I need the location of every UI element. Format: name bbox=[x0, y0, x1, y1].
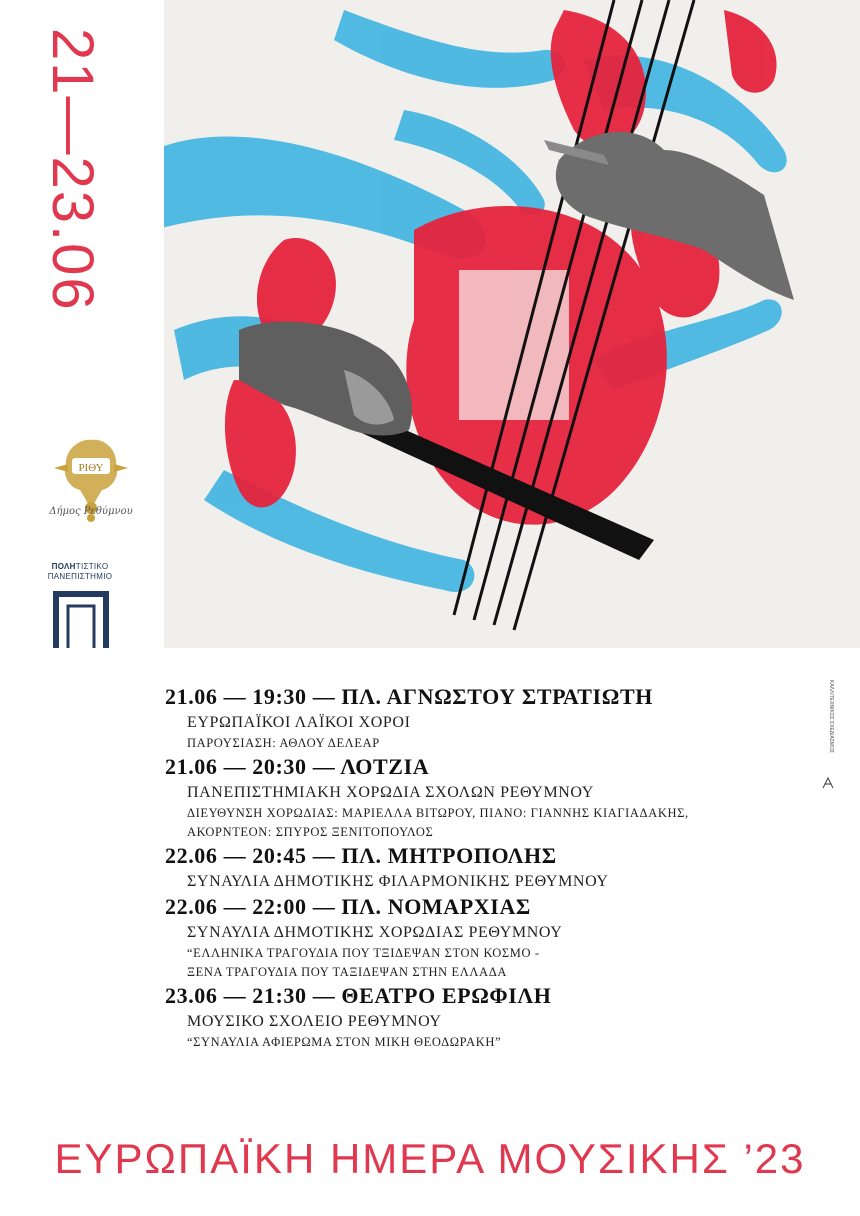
event-heading: 21.06 — 19:30 — ΠΛ. ΑΓΝΩΣΤΟΥ ΣΤΡΑΤΙΩΤΗ bbox=[165, 684, 653, 709]
university-label-rest: ΤΙΣΤΙΚΟ bbox=[75, 562, 109, 571]
event-2 bbox=[165, 753, 805, 842]
event-detail: ΠΑΡΟΥΣΙΑΣΗ: ΑΘΛΟΥ ΔΕΛΕΑΡ bbox=[187, 736, 380, 750]
event-title: ΣΥΝΑΥΛΙΑ ΔΗΜΟΤΙΚΗΣ ΧΟΡΩΔΙΑΣ ΡΕΘΥΜΝΟΥ bbox=[187, 924, 563, 941]
event-heading: 22.06 — 20:45 — ΠΛ. ΜΗΤΡΟΠΟΛΗΣ bbox=[165, 843, 557, 868]
event-detail: ΔΙΕΥΘΥΝΣΗ ΧΟΡΩΔΙΑΣ: ΜΑΡΙΕΛΛΑ ΒΙΤΩΡΟΥ, ΠΙΑΝΟ: ΓΙΑΝΝΗΣ ΚΙΑΓΙΑΔΑΚΗΣ, bbox=[187, 806, 689, 820]
event-detail: “ΣΥΝΑΥΛΙΑ ΑΦΙΕΡΩΜΑ ΣΤΟΝ ΜΙΚΗ ΘΕΟΔΩΡΑΚΗ” bbox=[187, 1035, 502, 1049]
designer-mark-icon bbox=[821, 776, 835, 790]
event-4 bbox=[165, 893, 805, 982]
event-3 bbox=[165, 842, 805, 893]
date-range-text: 21—23.06 bbox=[40, 28, 105, 312]
event-heading: 22.06 — 22:00 — ΠΛ. ΝΟΜΑΡΧΙΑΣ bbox=[165, 894, 531, 919]
event-5 bbox=[165, 982, 805, 1052]
poster-title: ΕΥΡΩΠΑΪΚΗ ΗΜΕΡΑ ΜΟΥΣΙΚΗΣ ’23 bbox=[54, 1135, 806, 1182]
event-title: ΕΥΡΩΠΑΪΚΟΙ ΛΑΪΚΟΙ ΧΟΡΟΙ bbox=[187, 714, 411, 731]
design-credit-text: ΚΑΛΛΙΤΕΧΝΙΚΟΣ ΣΧΕΔΙΑΣΜΟΣ bbox=[828, 680, 834, 754]
university-label-line2: ΠΑΝΕΠΙΣΤΗΜΙΟ bbox=[47, 572, 113, 581]
design-credit bbox=[826, 680, 836, 770]
cello-artwork bbox=[164, 0, 860, 648]
event-title: ΠΑΝΕΠΙΣΤΗΜΙΑΚΗ ΧΟΡΩΔΙΑ ΣΧΟΛΩΝ ΡΕΘΥΜΝΟΥ bbox=[187, 784, 594, 801]
university-label bbox=[28, 562, 132, 582]
event-detail: ΑΚΟΡΝΤΕΟΝ: ΣΠΥΡΟΣ ΞΕΝΙΤΟΠΟΥΛΟΣ bbox=[187, 825, 434, 839]
university-label-bold: ΠΟΛΗ bbox=[51, 562, 76, 571]
event-title: ΣΥΝΑΥΛΙΑ ΔΗΜΟΤΙΚΗΣ ΦΙΛΑΡΜΟΝΙΚΗΣ ΡΕΘΥΜΝΟΥ bbox=[187, 873, 609, 890]
event-heading: 23.06 — 21:30 — ΘΕΑΤΡΟ ΕΡΩΦΙΛΗ bbox=[165, 983, 552, 1008]
university-logo-icon bbox=[52, 590, 110, 650]
date-range bbox=[42, 28, 122, 368]
event-title: ΜΟΥΣΙΚΟ ΣΧΟΛΕΙΟ ΡΕΘΥΜΝΟΥ bbox=[187, 1013, 442, 1030]
svg-text:ΡΙΘΥ: ΡΙΘΥ bbox=[78, 462, 104, 474]
event-1 bbox=[165, 683, 805, 753]
event-schedule bbox=[165, 683, 805, 1052]
city-caption: Δήμος Ρεθύμνου bbox=[49, 506, 133, 517]
event-detail: ΞΕΝΑ ΤΡΑΓΟΥΔΙΑ ΠΟΥ ΤΑΞΙΔΕΨΑΝ ΣΤΗΝ ΕΛΛΑΔΑ bbox=[187, 965, 507, 979]
event-heading: 21.06 — 20:30 — ΛΟΤΖΙΑ bbox=[165, 754, 430, 779]
event-detail: “ΕΛΛΗΝΙΚΑ ΤΡΑΓΟΥΔΙΑ ΠΟΥ ΤΞΙΔΕΨΑΝ ΣΤΟΝ ΚΟΣΜΟ - bbox=[187, 946, 540, 960]
